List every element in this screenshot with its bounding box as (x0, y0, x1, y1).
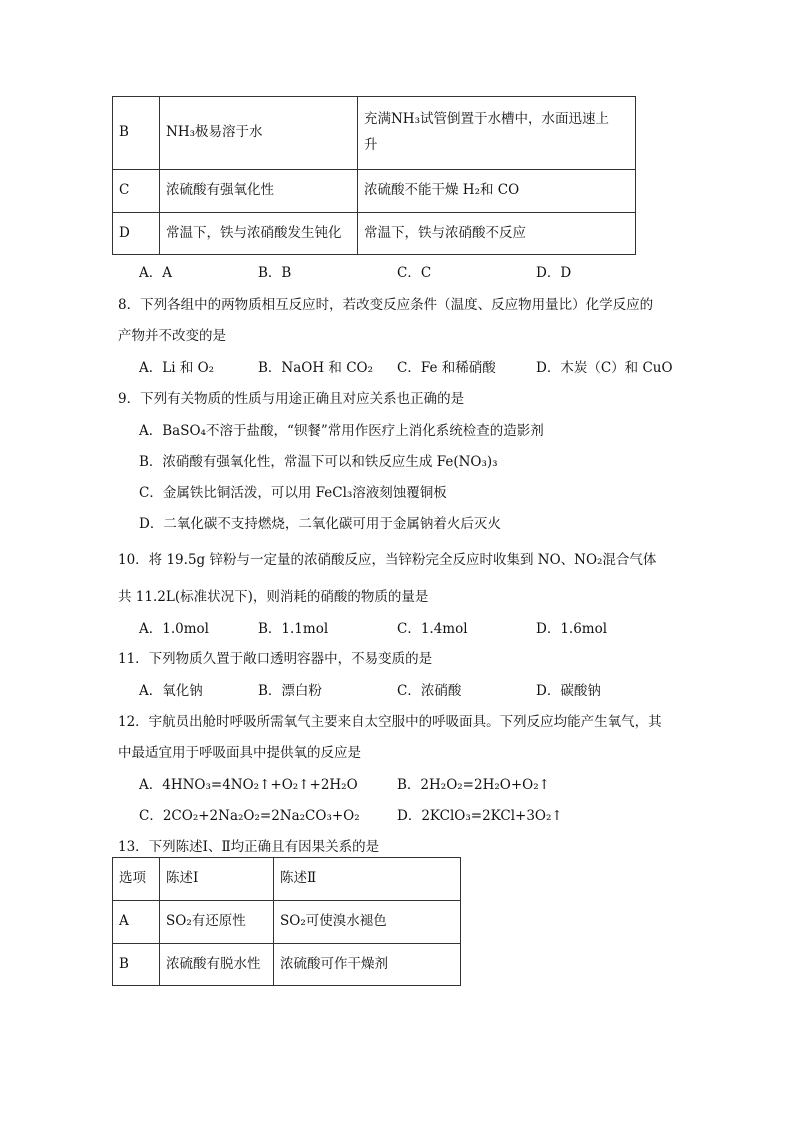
option-a: A．4HNO₃=4NO₂↑+O₂↑+2H₂O (139, 777, 358, 793)
option-d: D．2KClO₃=2KCl+3O₂↑ (397, 808, 563, 824)
table-row (113, 901, 461, 944)
table-cell: D (113, 213, 160, 255)
table-header-cell: 陈述Ⅱ (274, 858, 461, 901)
option-a: A．1.0mol (139, 621, 209, 637)
option-a: A．A (139, 265, 172, 281)
table-header-cell: 选项 (113, 858, 160, 901)
option-b: B．NaOH 和 CO₂ (258, 360, 374, 376)
option-b: B．浓硝酸有强氧化性，常温下可以和铁反应生成 Fe(NO₃)₃ (139, 454, 498, 470)
option-c: C．2CO₂+2Na₂O₂=2Na₂CO₃+O₂ (139, 808, 360, 824)
question-10-stem: 10．将 19.5g 锌粉与一定量的浓硝酸反应，当锌粉完全反应时收集到 NO、NO₂混合气体 (118, 552, 657, 568)
option-d: D．D (536, 265, 572, 281)
table-cell: 常温下，铁与浓硝酸不反应 (358, 213, 636, 255)
option-d: D．木炭（C）和 CuO (536, 360, 673, 376)
table-cell: B (113, 97, 160, 170)
question-8-stem-cont: 产物并不改变的是 (118, 328, 226, 344)
question-8-stem: 8．下列各组中的两物质相互反应时，若改变反应条件（温度、反应物用量比）化学反应的 (118, 297, 654, 313)
option-d: D．1.6mol (536, 621, 608, 637)
table-row (113, 213, 636, 255)
table-cell: 常温下，铁与浓硝酸发生钝化 (160, 213, 358, 255)
question-11-stem: 11．下列物质久置于敞口透明容器中，不易变质的是 (118, 651, 433, 667)
question-13-stem: 13．下列陈述Ⅰ、Ⅱ均正确且有因果关系的是 (118, 839, 380, 855)
option-d: D．二氧化碳不支持燃烧，二氧化碳可用于金属钠着火后灭火 (139, 516, 501, 532)
table-row (113, 97, 636, 170)
table-cell: B (113, 944, 160, 986)
table-cell: SO₂可使溴水褪色 (274, 901, 461, 944)
table-cell-line: 充满NH₃试管倒置于水槽中，水面迅速上 (364, 111, 609, 128)
table-cell: NH₃极易溶于水 (160, 97, 358, 170)
question-9-stem: 9．下列有关物质的性质与用途正确且对应关系也正确的是 (118, 391, 465, 407)
table-cell: 浓硫酸不能干燥 H₂和 CO (358, 170, 636, 213)
table-row (113, 170, 636, 213)
option-b: B．漂白粉 (258, 683, 322, 699)
option-b: B．2H₂O₂=2H₂O+O₂↑ (397, 777, 550, 793)
option-b: B．1.1mol (258, 621, 329, 637)
option-b: B．B (258, 265, 292, 281)
option-c: C．C (397, 265, 432, 281)
question-12-stem-cont: 中最适宜用于呼吸面具中提供氧的反应是 (118, 745, 361, 761)
table-q7-continued (112, 96, 636, 255)
table-cell: C (113, 170, 160, 213)
option-a: A．Li 和 O₂ (139, 360, 215, 376)
table-cell-line: 升 (364, 137, 378, 153)
option-c: C．金属铁比铜活泼，可以用 FeCl₃溶液刻蚀覆铜板 (139, 485, 447, 501)
table-row (113, 944, 461, 986)
table-header-cell: 陈述Ⅰ (160, 858, 274, 901)
question-10-stem-cont: 共 11.2L(标准状况下)，则消耗的硝酸的物质的量是 (118, 589, 429, 605)
table-cell: 浓硫酸有强氧化性 (160, 170, 358, 213)
table-header-row (113, 858, 461, 901)
option-a: A．氧化钠 (139, 683, 203, 699)
table-cell: 浓硫酸可作干燥剂 (274, 944, 461, 986)
option-c: C．1.4mol (397, 621, 468, 637)
option-c: C．Fe 和稀硝酸 (397, 360, 496, 376)
option-d: D．碳酸钠 (536, 683, 601, 699)
table-cell (358, 97, 636, 170)
table-cell: SO₂有还原性 (160, 901, 274, 944)
table-cell: A (113, 901, 160, 944)
option-c: C．浓硝酸 (397, 683, 462, 699)
table-cell: 浓硫酸有脱水性 (160, 944, 274, 986)
table-q13 (112, 857, 461, 986)
question-12-stem: 12．宇航员出舱时呼吸所需氧气主要来自太空服中的呼吸面具。下列反应均能产生氧气，其 (118, 714, 662, 730)
option-a: A．BaSO₄不溶于盐酸，“钡餐”常用作医疗上消化系统检查的造影剂 (139, 423, 544, 439)
